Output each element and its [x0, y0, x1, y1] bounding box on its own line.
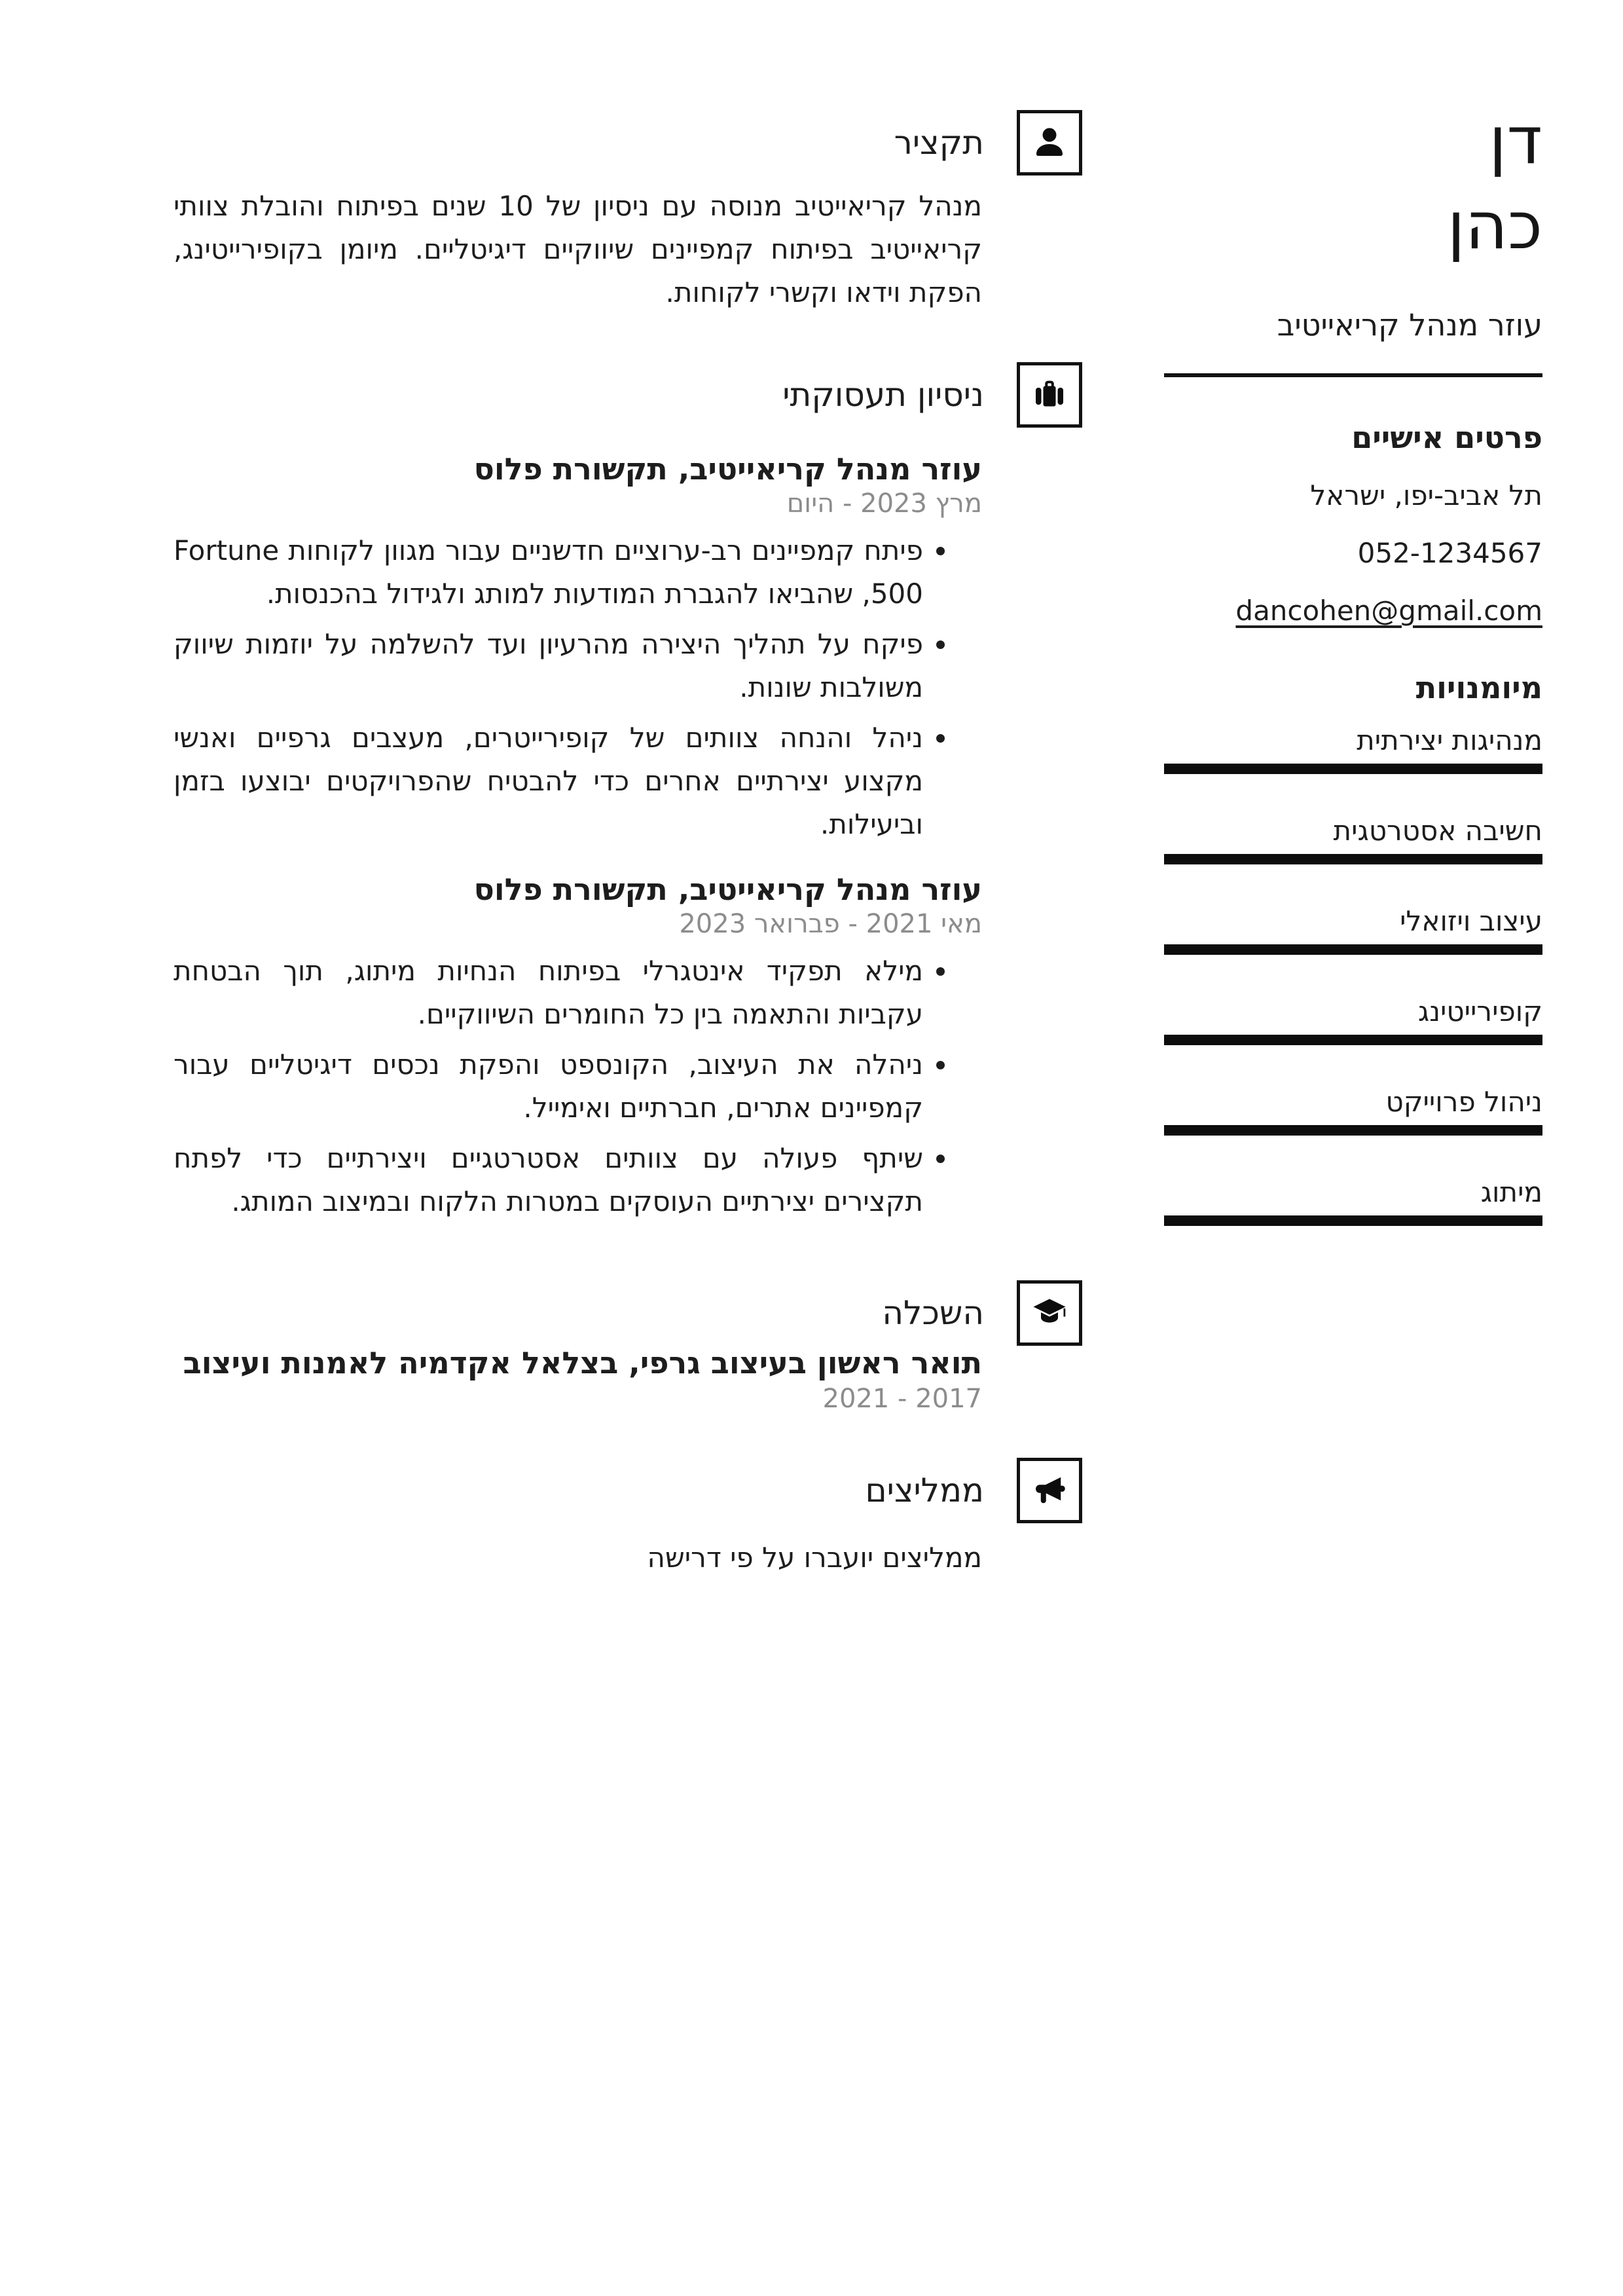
job-duty: • ניהל והנחה צוותים של קופירייטרים, מעצבים גרפיים ואנשי מקצוע יצירתיים אחרים כדי להבטיח שהפרויקטים יבוצעו בזמן וביעילות.	[173, 716, 923, 846]
skill-item	[1164, 995, 1542, 1045]
summary-header	[173, 110, 1082, 176]
skill-label: ניהול פרוייקט	[1385, 1086, 1542, 1118]
skill-level-bar	[1164, 1035, 1542, 1045]
briefcase-icon	[1017, 362, 1082, 428]
email-link[interactable]: dancohen@gmail.com	[1235, 595, 1542, 627]
degree-dates: 2017 - 2021	[822, 1384, 982, 1414]
megaphone-icon	[1017, 1458, 1082, 1523]
main-column	[173, 110, 1082, 1574]
summary-heading: תקציר	[894, 124, 984, 162]
job-duty: • שיתף פעולה עם צוותים אסטרטגיים ויצירתיים כדי לפתח תקצירים יצירתיים העוסקים במטרות הלקוח ובמיצוב המותג.	[173, 1137, 923, 1223]
skill-level-bar	[1164, 854, 1542, 864]
skill-level-bar	[1164, 1125, 1542, 1136]
job-duty: • פיתח קמפיינים רב-ערוציים חדשניים עבור מגוון לקוחות Fortune 500, שהביאו להגברת המודעות למותג ולגידול בהכנסות.	[173, 529, 923, 616]
skills-heading: מיומנויות	[1415, 670, 1542, 705]
skills-list	[1164, 724, 1542, 1226]
candidate-name	[1164, 98, 1542, 268]
contact-location: תל אביב-יפו, ישראל	[1310, 479, 1542, 511]
job-duty: • מילא תפקיד אינטגרלי בפיתוח הנחיות מיתוג, תוך הבטחת עקביות והתאמה בין כל החומרים השיווקיים.	[173, 950, 923, 1036]
job-duty: • פיקח על תהליך היצירה מהרעיון ועד להשלמה על יוזמות שיווק משולבות שונות.	[173, 623, 923, 709]
job-title: עוזר מנהל קריאייטיב, תקשורת פלוס	[473, 451, 982, 487]
skill-label: מיתוג	[1480, 1176, 1542, 1208]
job-duty-list	[173, 950, 923, 1223]
job-dates: מרץ 2023 - היום	[786, 489, 982, 519]
contact-email-row	[1164, 595, 1542, 627]
job-duty: • ניהלה את העיצוב, הקונספט והפקת נכסים דיגיטליים עבור קמפיינים אתרים, חברתיים ואימייל.	[173, 1043, 923, 1130]
section-summary	[173, 110, 1082, 314]
skill-label: עיצוב ויזואלי	[1400, 905, 1542, 937]
graduation-cap-icon	[1017, 1280, 1082, 1346]
job-title: עוזר מנהל קריאייטיב, תקשורת פלוס	[473, 872, 982, 907]
education-heading: השכלה	[882, 1294, 984, 1332]
skill-level-bar	[1164, 1215, 1542, 1226]
contact-phone: 052-1234567	[1357, 537, 1542, 569]
skill-item	[1164, 815, 1542, 864]
summary-text: מנהל קריאייטיב מנוסה עם ניסיון של 10 שנים בפיתוח והובלת צוותי קריאייטיב בפיתוח קמפיינים שיווקיים דיגיטליים. מיומן בקופירייטינג, הפקת וידאו וקשרי לקוחות.	[173, 190, 983, 308]
section-experience	[173, 362, 1082, 1223]
sidebar	[1164, 0, 1542, 1226]
section-references	[173, 1458, 1082, 1574]
skill-label: מנהיגות יצירתית	[1357, 724, 1542, 756]
skill-level-bar	[1164, 944, 1542, 955]
degree-title: תואר ראשון בעיצוב גרפי, בצלאל אקדמיה לאמנות ועיצוב	[183, 1345, 982, 1380]
skill-item	[1164, 724, 1542, 774]
person-icon	[1017, 110, 1082, 176]
job	[173, 872, 1082, 1223]
section-education	[173, 1280, 1082, 1414]
personal-details-heading: פרטים אישיים	[1351, 420, 1542, 455]
experience-heading: ניסיון תעסוקתי	[782, 376, 984, 414]
header-divider	[1164, 373, 1542, 377]
references-header	[173, 1458, 1082, 1523]
candidate-first-name: דן	[1489, 102, 1542, 179]
references-heading: ממליצים	[865, 1472, 984, 1509]
skill-label: חשיבה אסטרטגית	[1333, 815, 1542, 847]
skill-item	[1164, 1176, 1542, 1226]
skill-item	[1164, 905, 1542, 955]
skill-item	[1164, 1086, 1542, 1136]
candidate-last-name: כהן	[1447, 187, 1542, 264]
education-header	[173, 1280, 1082, 1346]
job-dates: מאי 2021 - פברואר 2023	[679, 909, 982, 939]
skill-label: קופירייטינג	[1417, 995, 1542, 1028]
candidate-headline: עוזר מנהל קריאייטיב	[1277, 307, 1542, 343]
job	[173, 452, 1082, 846]
job-duty-list	[173, 529, 923, 846]
skill-level-bar	[1164, 764, 1542, 774]
references-text: ממליצים יועברו על פי דרישה	[647, 1542, 982, 1574]
experience-header	[173, 362, 1082, 428]
